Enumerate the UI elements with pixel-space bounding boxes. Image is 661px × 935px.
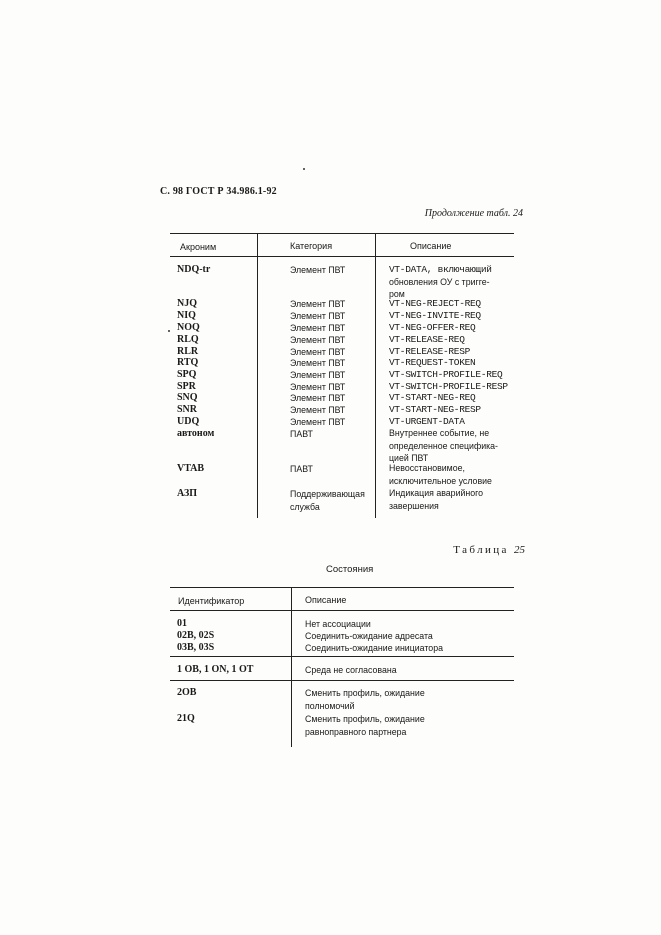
acronym-cell: SNR (177, 404, 198, 415)
state-description-cell: Соединить-ожидание адресата (305, 631, 433, 641)
table-25-title: Состояния (326, 564, 374, 575)
category-cell: Элемент ПВТ (290, 265, 346, 275)
state-id-cell: 1 OB, 1 ON, 1 OT (177, 664, 254, 675)
description-cell: обновления ОУ с тригге- (389, 276, 490, 287)
category-cell: Элемент ПВТ (290, 382, 346, 392)
state-description-cell: полномочий (305, 701, 355, 711)
acronym-cell: автоном (177, 428, 215, 439)
col-header-description: Описание (410, 241, 452, 251)
col-header-identifier: Идентификатор (178, 596, 245, 606)
description-cell: цией ПВТ (389, 453, 429, 463)
description-cell: VT-NEG-REJECT-REQ (389, 298, 481, 309)
table-24-header-rule (170, 256, 514, 257)
category-cell: Элемент ПВТ (290, 335, 346, 345)
acronym-cell: RLR (177, 346, 199, 357)
description-cell: VT-REQUEST-TOKEN (389, 357, 476, 368)
acronym-cell: SPQ (177, 369, 197, 380)
state-id-cell: 02B, 02S (177, 630, 215, 641)
table-25-label (453, 544, 525, 556)
table-24-top-rule (170, 233, 514, 234)
scan-speck (168, 330, 170, 332)
category-cell: Элемент ПВТ (290, 347, 346, 357)
acronym-cell: VTAB (177, 463, 205, 474)
description-cell: VT-SWITCH-PROFILE-RESP (389, 381, 508, 392)
description-cell: VT-NEG-OFFER-REQ (389, 322, 476, 333)
table-25-col-divider (291, 587, 292, 747)
description-cell: исключительное условие (389, 475, 492, 486)
col-header-acronym: Акроним (180, 242, 217, 252)
table-25-label-word: Таблица (453, 544, 509, 556)
state-description-cell: Среда не согласована (305, 665, 397, 675)
acronym-cell: АЗП (177, 488, 198, 499)
acronym-cell: RLQ (177, 334, 199, 345)
description-cell: Невосстановимое, (389, 463, 465, 473)
description-cell: Внутреннее событие, не (389, 428, 490, 438)
state-description-cell: Сменить профиль, ожидание (305, 688, 425, 698)
description-cell: VT-START-NEG-REQ (389, 392, 476, 403)
state-description-cell: Соединить-ожидание инициатора (305, 643, 443, 653)
table-24-col-divider-1 (257, 233, 258, 518)
category-cell: Элемент ПВТ (290, 323, 346, 333)
col-header-state-description: Описание (305, 595, 347, 605)
table-25-group-rule-1 (170, 656, 514, 657)
category-cell: служба (290, 502, 320, 512)
category-cell: Элемент ПВТ (290, 311, 346, 321)
acronym-cell: NDQ-tr (177, 264, 211, 275)
category-cell: Элемент ПВТ (290, 370, 346, 380)
description-cell: VT-START-NEG-RESP (389, 404, 481, 415)
table-continuation-note: Продолжение табл. 24 (424, 208, 523, 219)
description-cell: ром (389, 289, 405, 299)
table-25-group-rule-2 (170, 680, 514, 681)
col-header-category: Категория (290, 241, 333, 251)
table-25-top-rule (170, 587, 514, 588)
category-cell: Элемент ПВТ (290, 405, 346, 415)
description-cell: VT-DATA, включающий (389, 264, 492, 275)
acronym-cell: NIQ (177, 310, 196, 321)
description-cell: VT-NEG-INVITE-REQ (389, 310, 481, 321)
category-cell: Поддерживающая (290, 489, 365, 499)
description-cell: VT-RELEASE-REQ (389, 334, 465, 345)
table-25-header-rule (170, 610, 514, 611)
acronym-cell: NJQ (177, 298, 197, 309)
state-id-cell: 01 (177, 618, 187, 629)
description-cell: определенное специфика- (389, 440, 498, 451)
scan-speck (303, 168, 305, 170)
category-cell: Элемент ПВТ (290, 417, 346, 427)
acronym-cell: NOQ (177, 322, 200, 333)
table-25-number: 25 (514, 544, 525, 556)
acronym-cell: SNQ (177, 392, 198, 403)
description-cell: VT-SWITCH-PROFILE-REQ (389, 369, 503, 380)
description-cell: Индикация аварийного (389, 488, 484, 498)
state-id-cell: 21Q (177, 713, 195, 724)
acronym-cell: SPR (177, 381, 196, 392)
state-description-cell: Сменить профиль, ожидание (305, 714, 425, 724)
category-cell: ПАВТ (290, 429, 313, 439)
state-id-cell: 2OB (177, 687, 197, 698)
page-header: С. 98 ГОСТ Р 34.986.1-92 (160, 186, 277, 197)
acronym-cell: RTQ (177, 357, 199, 368)
table-24-col-divider-2 (375, 233, 376, 518)
state-id-cell: 03B, 03S (177, 642, 215, 653)
category-cell: ПАВТ (290, 464, 313, 474)
description-cell: VT-RELEASE-RESP (389, 346, 471, 357)
category-cell: Элемент ПВТ (290, 299, 346, 309)
description-cell: завершения (389, 500, 439, 511)
category-cell: Элемент ПВТ (290, 393, 346, 403)
state-description-cell: Нет ассоциации (305, 619, 371, 629)
category-cell: Элемент ПВТ (290, 358, 346, 368)
description-cell: VT-URGENT-DATA (389, 416, 465, 427)
acronym-cell: UDQ (177, 416, 200, 427)
state-description-cell: равноправного партнера (305, 727, 407, 737)
